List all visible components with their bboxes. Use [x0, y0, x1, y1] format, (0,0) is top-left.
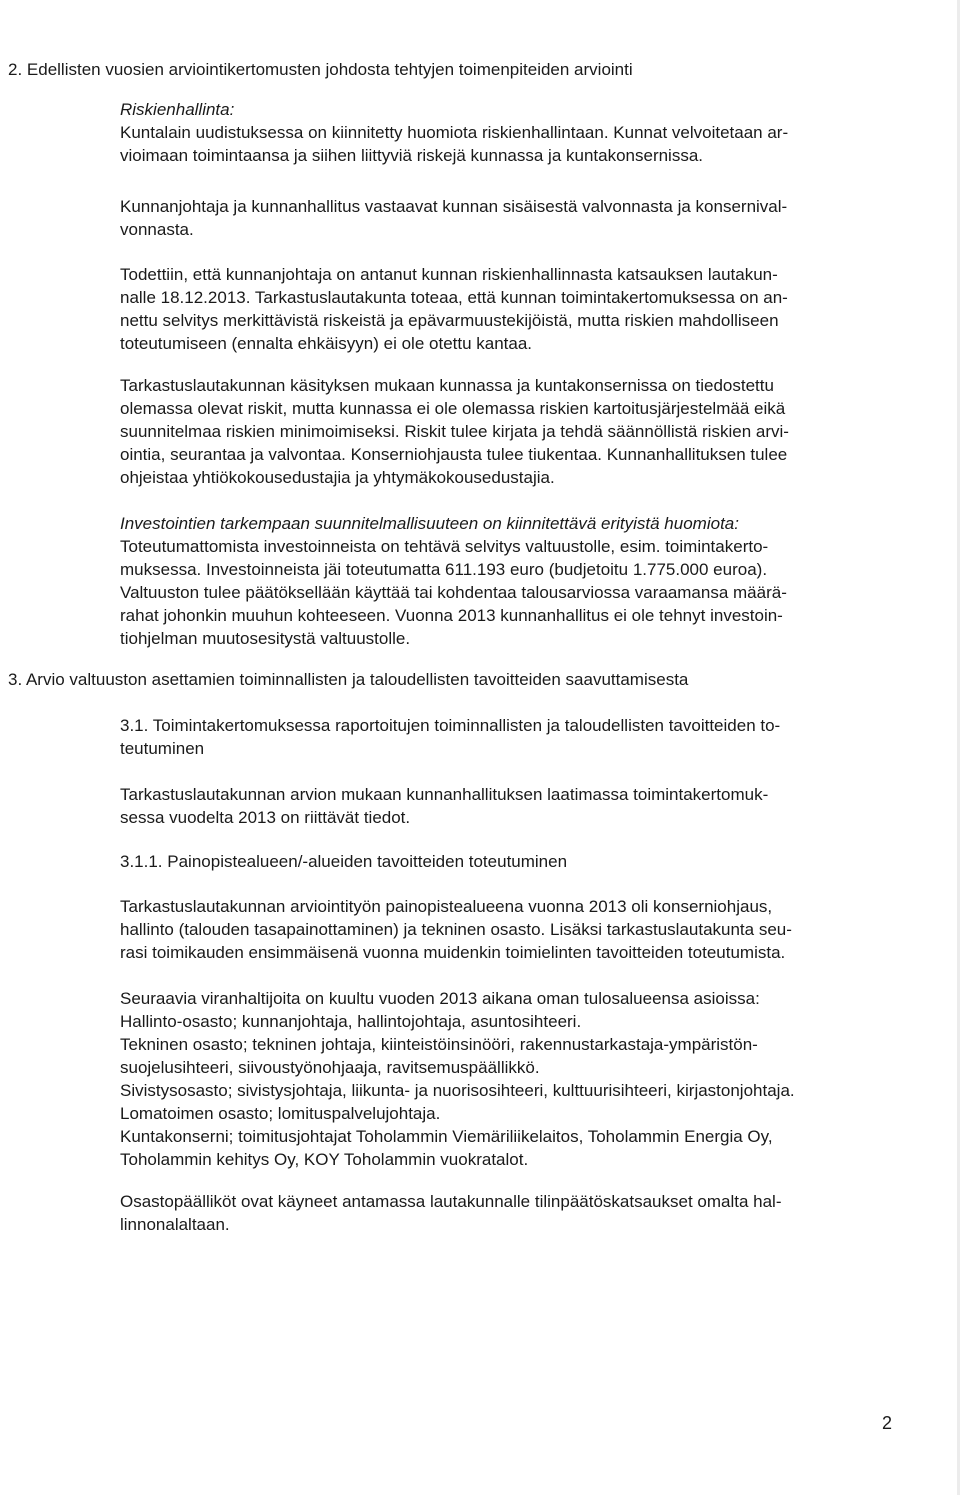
risk-paragraph-2-line-1: Kunnanjohtaja ja kunnanhallitus vastaavat kunnan sisäisestä valvonnasta ja konsernival-	[120, 197, 788, 216]
risk-paragraph-4-line-5: ohjeistaa yhtiökokousedustajia ja yhtymäkokousedustajia.	[120, 468, 555, 487]
subsection-heading-3-1-1: 3.1.1. Painopistealueen/-alueiden tavoitteiden toteutuminen	[120, 852, 568, 871]
paragraph-3-1-line-1: Tarkastuslautakunnan arvion mukaan kunnanhallituksen laatimassa toimintakertomuk-	[120, 785, 769, 804]
risk-paragraph-1-line-1: Kuntalain uudistuksessa on kiinnitetty huomiota riskienhallintaan. Kunnat velvoitetaan ar-	[120, 123, 789, 142]
paragraph-3-1-1-b-line-1: Seuraavia viranhaltijoita on kuultu vuoden 2013 aikana oman tulosalueensa asioissa:	[120, 989, 760, 1008]
paragraph-3-1-1-b-line-2: Hallinto-osasto; kunnanjohtaja, hallintojohtaja, asuntosihteeri.	[120, 1012, 582, 1031]
investment-paragraph-line-3: Valtuuston tulee päätöksellään käyttää tai kohdentaa talousarviossa varaamansa määrä-	[120, 583, 787, 602]
investment-paragraph-line-1: Toteutumattomista investoinneista on tehtävä selvitys valtuustolle, esim. toimintakerto-	[120, 537, 769, 556]
investment-paragraph-line-2: muksessa. Investoinneista jäi toteutumatta 611.193 euro (budjetoitu 1.775.000 euroa).	[120, 560, 768, 579]
paragraph-3-1-1-b-line-3: Tekninen osasto; tekninen johtaja, kiinteistöinsinööri, rakennustarkastaja-ympäristön-	[120, 1035, 758, 1054]
risk-paragraph-2-line-2: vonnasta.	[120, 220, 194, 239]
risk-paragraph-4-line-2: olemassa olevat riskit, mutta kunnassa ei ole olemassa riskien kartoitusjärjestelmää eikä	[120, 399, 786, 418]
paragraph-3-1-1-b-line-5: Sivistysosasto; sivistysjohtaja, liikunta- ja nuorisosihteeri, kulttuurisihteeri, kirjastonjohtaja.	[120, 1081, 795, 1100]
risk-paragraph-4-line-3: suunnitelmaa riskien minimoimiseksi. Riskit tulee kirjata ja tehdä säännöllistä riskien arvi-	[120, 422, 789, 441]
paragraph-3-1-1-a-line-2: hallinto (talouden tasapainottaminen) ja tekninen osasto. Lisäksi tarkastuslautakunta seu-	[120, 920, 792, 939]
paragraph-3-1-1-a-line-1: Tarkastuslautakunnan arviointityön painopistealueena vuonna 2013 oli konserniohjaus,	[120, 897, 773, 916]
investment-paragraph-line-5: tiohjelman muutosesitystä valtuustolle.	[120, 629, 411, 648]
investment-label: Investointien tarkempaan suunnitelmallisuuteen on kiinnitettävä erityistä huomiota:	[120, 514, 739, 533]
paragraph-3-1-1-b-line-4: suojelusihteeri, siivoustyönohjaaja, ravitsemuspäällikkö.	[120, 1058, 540, 1077]
paragraph-3-1-1-b-line-8: Toholammin kehitys Oy, KOY Toholammin vuokratalot.	[120, 1150, 529, 1169]
paragraph-3-1-line-2: sessa vuodelta 2013 on riittävät tiedot.	[120, 808, 411, 827]
section-heading-2: 2. Edellisten vuosien arviointikertomusten johdosta tehtyjen toimenpiteiden arviointi	[8, 60, 633, 79]
paragraph-3-1-1-b-line-6: Lomatoimen osasto; lomituspalvelujohtaja.	[120, 1104, 441, 1123]
risk-management-label: Riskienhallinta:	[120, 100, 235, 119]
paragraph-3-1-1-a-line-3: rasi toimikauden ensimmäisenä vuonna muidenkin toimielinten tavoitteiden toteutumista.	[120, 943, 786, 962]
paragraph-3-1-1-c-line-2: linnonalaltaan.	[120, 1215, 230, 1234]
risk-paragraph-3-line-4: toteutumiseen (ennalta ehkäisyyn) ei ole otettu kantaa.	[120, 334, 533, 353]
risk-paragraph-1-line-2: vioimaan toimintaansa ja siihen liittyviä riskejä kunnassa ja kuntakonsernissa.	[120, 146, 704, 165]
paragraph-3-1-1-b-line-7: Kuntakonserni; toimitusjohtajat Toholammin Viemäriliikelaitos, Toholammin Energia Oy,	[120, 1127, 773, 1146]
risk-paragraph-4-line-1: Tarkastuslautakunnan käsityksen mukaan kunnassa ja kuntakonsernissa on tiedostettu	[120, 376, 774, 395]
subsection-heading-3-1-line-1: 3.1. Toimintakertomuksessa raportoitujen toiminnallisten ja taloudellisten tavoitteiden to-	[120, 716, 781, 735]
paragraph-3-1-1-c-line-1: Osastopäälliköt ovat käyneet antamassa lautakunnalle tilinpäätöskatsaukset omalta hal-	[120, 1192, 782, 1211]
risk-paragraph-3-line-1: Todettiin, että kunnanjohtaja on antanut kunnan riskienhallinnasta katsauksen lautakun-	[120, 265, 778, 284]
investment-paragraph-line-4: rahat johonkin muuhun kohteeseen. Vuonna 2013 kunnanhallitus ei ole tehnyt investoin-	[120, 606, 783, 625]
risk-paragraph-4-line-4: ointia, seurantaa ja valvontaa. Konserniohjausta tulee tiukentaa. Kunnanhallituksen tulee	[120, 445, 788, 464]
section-heading-3: 3. Arvio valtuuston asettamien toiminnallisten ja taloudellisten tavoitteiden saavuttamisesta	[8, 670, 689, 689]
risk-paragraph-3-line-3: nettu selvitys merkittävistä riskeistä ja epävarmuustekijöistä, mutta riskien mahdolliseen	[120, 311, 779, 330]
subsection-heading-3-1-line-2: teutuminen	[120, 739, 205, 758]
page-number: 2	[882, 1413, 893, 1433]
risk-paragraph-3-line-2: nalle 18.12.2013. Tarkastuslautakunta toteaa, että kunnan toimintakertomuksessa on an-	[120, 288, 788, 307]
